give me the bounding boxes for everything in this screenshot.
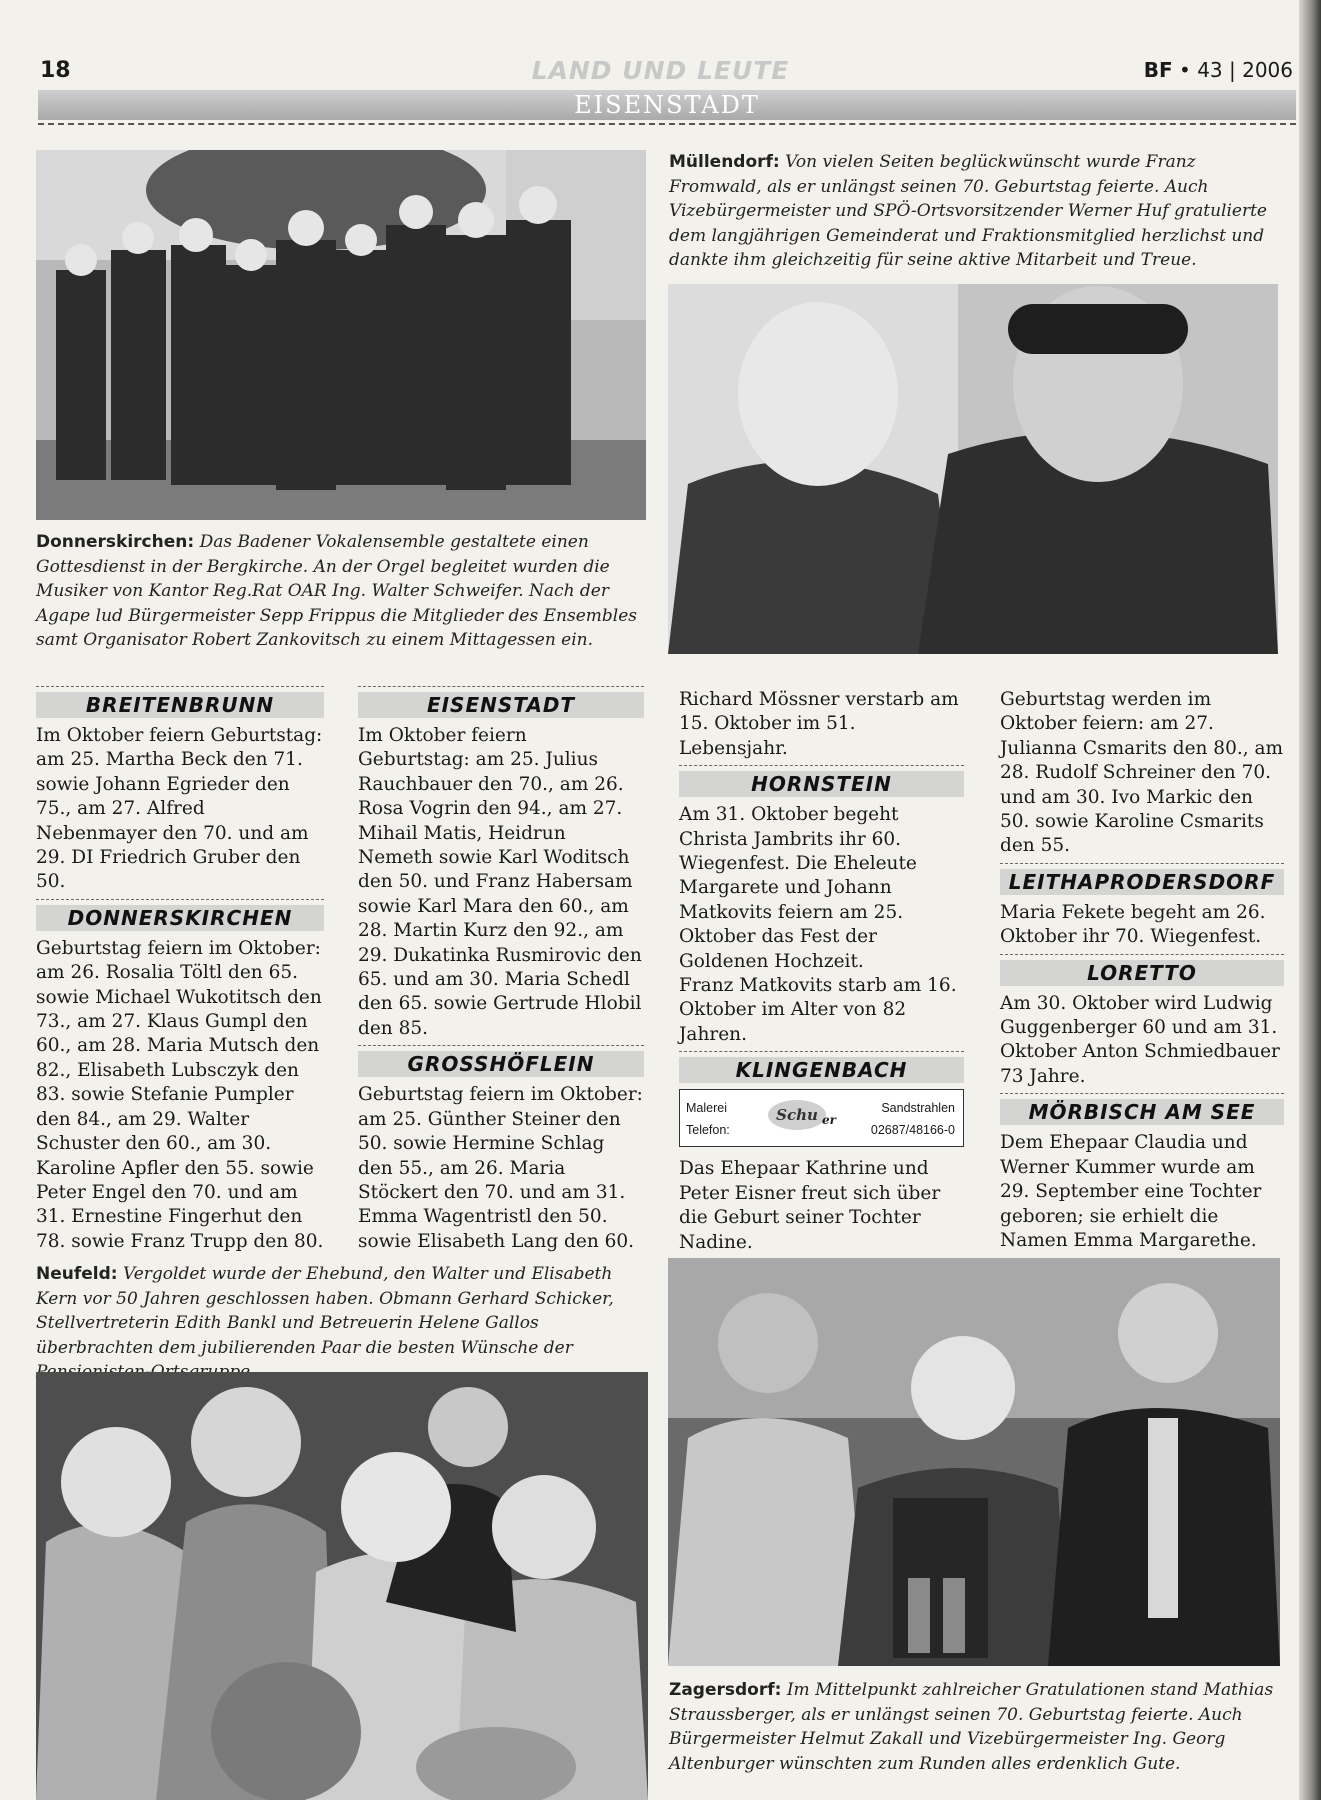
heading-klingenbach <box>679 1051 964 1083</box>
publication-name: BF <box>1143 58 1173 82</box>
page-number: 18 <box>40 58 71 83</box>
photo-donnerskirchen-group <box>36 150 646 520</box>
heading-moerbisch <box>1000 1093 1284 1125</box>
caption-donnerskirchen-text: Das Badener Vokalensemble gestaltete einen Gottesdienst in der Bergkirche. An der Orgel begleitet wurden die Musiker von Kantor Reg.Rat OAR Ing. Walter Schweifer. Nach der Agape lud Bürgermeister Sepp Frippus die Mitglieder des Ensembles samt Organisator Robert Zankovitsch zu einem Mittagessen ein. <box>36 532 637 650</box>
caption-donnerskirchen <box>36 530 646 655</box>
caption-muellendorf-text: Von vielen Seiten beglückwünscht wurde Franz Fromwald, als er unlängst seinen 70. Geburtstag feierte. Auch Vizebürgermeister und SPÖ-Ortsvorsitzender Werner Huf gratulierte dem langjährigen Gemeinderat und Fraktionsmitglied herzlichst und dankte ihm gleichzeitig für seine aktive Mitarbeit und Treue. <box>669 152 1267 270</box>
heading-grosshoeflein <box>358 1045 644 1077</box>
caption-zagersdorf-place: Zagersdorf: <box>669 1680 782 1700</box>
heading-moerbisch-text: MÖRBISCH AM SEE <box>1028 1100 1256 1125</box>
text-moerbisch: Dem Ehepaar Claudia und Werner Kummer wurde am 29. September eine Tochter geboren; sie erhielt die Namen Emma Margarethe. <box>1000 1132 1262 1251</box>
heading-leithaprodersdorf-text: LEITHAPRODERSDORF <box>1008 869 1276 894</box>
column-1 <box>36 682 324 1254</box>
column-2 <box>358 682 644 1254</box>
text-moessner-obituary: Richard Mössner verstarb am 15. Oktober im 51. Lebensjahr. <box>679 689 959 759</box>
caption-donnerskirchen-place: Donnerskirchen: <box>36 532 195 552</box>
heading-donnerskirchen-text: DONNERSKIRCHEN <box>67 905 293 930</box>
ad-phone-number: 02687/48166-0 <box>870 1122 955 1137</box>
text-leithaprodersdorf: Maria Fekete begeht am 26. Oktober ihr 70. Wiegenfest. <box>1000 901 1266 948</box>
text-eisenstadt: Im Oktober feiern Geburtstag: am 25. Julius Rauchbauer den 70., am 26. Rosa Vogrin den 94., am 27. Mihail Matis, Heidrun Nemeth sowie Karl Woditsch den 50. und Franz Habersam sowie Karl Mara den 60., am 28. Martin Kurz den 92., am 29. Dukatinka Rusmirovic den 65. und am 30. Maria Schedl den 65. sowie Gertrude Hlobil den 85. <box>358 725 642 1039</box>
text-donnerskirchen: Geburtstag feiern im Oktober: am 26. Rosalia Töltl den 65. sowie Michael Wukotitsch den 73., am 27. Klaus Gumpl den 60., am 28. Maria Mutsch den 82., Elisabeth Lubsczyk den 83. sowie Stefanie Pumpler den 84., am 29. Walter Schuster den 60., am 30. Karoline Apfler den 55. sowie Peter Engel den 70. und am 31. Ernestine Fingerhut den 78. sowie Franz Trupp den 80. <box>36 937 324 1252</box>
caption-muellendorf-place: Müllendorf: <box>669 152 780 172</box>
heading-klingenbach-text: KLINGENBACH <box>735 1058 908 1083</box>
region-banner <box>38 90 1296 120</box>
section-title: LAND UND LEUTE <box>531 56 790 85</box>
text-hornstein-2: Franz Matkovits starb am 16. Oktober im Alter von 82 Jahren. <box>679 975 957 1045</box>
text-grosshoeflein: Geburtstag feiern im Oktober: am 25. Günther Steiner den 50. sowie Hermine Schlag den 55., am 26. Maria Stöckert den 70. und am 31. Emma Wagentristl den 50. sowie Elisabeth Lang den 60. <box>358 1084 643 1252</box>
heading-loretto <box>1000 954 1284 986</box>
advertisement-schuller <box>679 1089 964 1147</box>
text-klingenbach: Das Ehepaar Kathrine und Peter Eisner freut sich über die Geburt seiner Tochter Nadine. <box>679 1158 941 1253</box>
heading-leithaprodersdorf <box>1000 863 1284 895</box>
ad-logo: Schu <box>768 1100 826 1130</box>
heading-donnerskirchen <box>36 899 324 931</box>
photo-neufeld-golden-wedding <box>36 1372 648 1800</box>
issue-info: BF • 43 | 2006 <box>1143 58 1293 82</box>
heading-breitenbrunn-text: BREITENBRUNN <box>85 693 275 717</box>
caption-zagersdorf <box>669 1678 1281 1788</box>
ad-phone-label: Telefon: <box>686 1122 730 1137</box>
heading-loretto-text: LORETTO <box>1087 960 1197 985</box>
column-4 <box>1000 688 1284 1253</box>
header-divider <box>38 123 1296 125</box>
column-3 <box>679 688 964 1255</box>
heading-hornstein-text: HORNSTEIN <box>751 772 892 797</box>
heading-breitenbrunn <box>36 686 324 718</box>
text-col4-birthdays: Geburtstag werden im Oktober feiern: am 27. Julianna Csmarits den 80., am 28. Rudolf Schreiner den 70. und am 30. Ivo Markic den 50. sowie Karoline Csmarits den 55. <box>1000 689 1284 857</box>
photo-zagersdorf-birthday <box>668 1258 1280 1666</box>
ad-logo-suffix: er <box>822 1113 836 1128</box>
heading-eisenstadt-text: EISENSTADT <box>426 693 576 717</box>
heading-grosshoeflein-text: GROSSHÖFLEIN <box>407 1052 595 1077</box>
caption-neufeld-place: Neufeld: <box>36 1264 118 1284</box>
page-binding-shadow <box>1299 0 1321 1800</box>
caption-muellendorf <box>669 150 1279 275</box>
caption-neufeld <box>36 1262 648 1362</box>
text-loretto: Am 30. Oktober wird Ludwig Guggenberger 60 und am 31. Oktober Anton Schmiedbauer 73 Jahre. <box>1000 992 1280 1087</box>
ad-service-painting: Malerei <box>686 1101 727 1116</box>
heading-hornstein <box>679 765 964 797</box>
region-banner-text: EISENSTADT <box>574 91 760 119</box>
heading-eisenstadt <box>358 686 644 718</box>
text-hornstein-1: Am 31. Oktober begeht Christa Jambrits ihr 60. Wiegenfest. Die Eheleute Margarete und Johann Matkovits feiern am 25. Oktober das Fest der Goldenen Hochzeit. <box>679 804 917 972</box>
caption-neufeld-text: Vergoldet wurde der Ehebund, den Walter und Elisabeth Kern vor 50 Jahren geschlossen haben. Obmann Gerhard Schicker, Stellvertreterin Edith Bankl und Betreuerin Helene Gallos überbrachten dem jubilierenden Paar die besten Wünsche der <box>36 1264 614 1358</box>
caption-zagersdorf-text: Im Mittelpunkt zahlreicher Gratulationen stand Mathias Straussberger, als er unlängst seinen 70. Geburtstag feierte. Auch Bürgermeister Helmut Zakall und Vizebürgermeister Ing. Georg Altenburger wünschten zum Runden alles erdenklich Gute. <box>669 1680 1274 1774</box>
issue-number: 43 | 2006 <box>1197 58 1293 82</box>
photo-muellendorf-portrait <box>668 284 1278 654</box>
text-breitenbrunn: Im Oktober feiern Geburtstag: am 25. Martha Beck den 71. sowie Johann Egrieder den 75., am 27. Alfred Nebenmayer den 70. und am 29. DI Friedrich Gruber den 50. <box>36 725 323 893</box>
ad-service-sandblasting: Sandstrahlen <box>881 1101 955 1116</box>
